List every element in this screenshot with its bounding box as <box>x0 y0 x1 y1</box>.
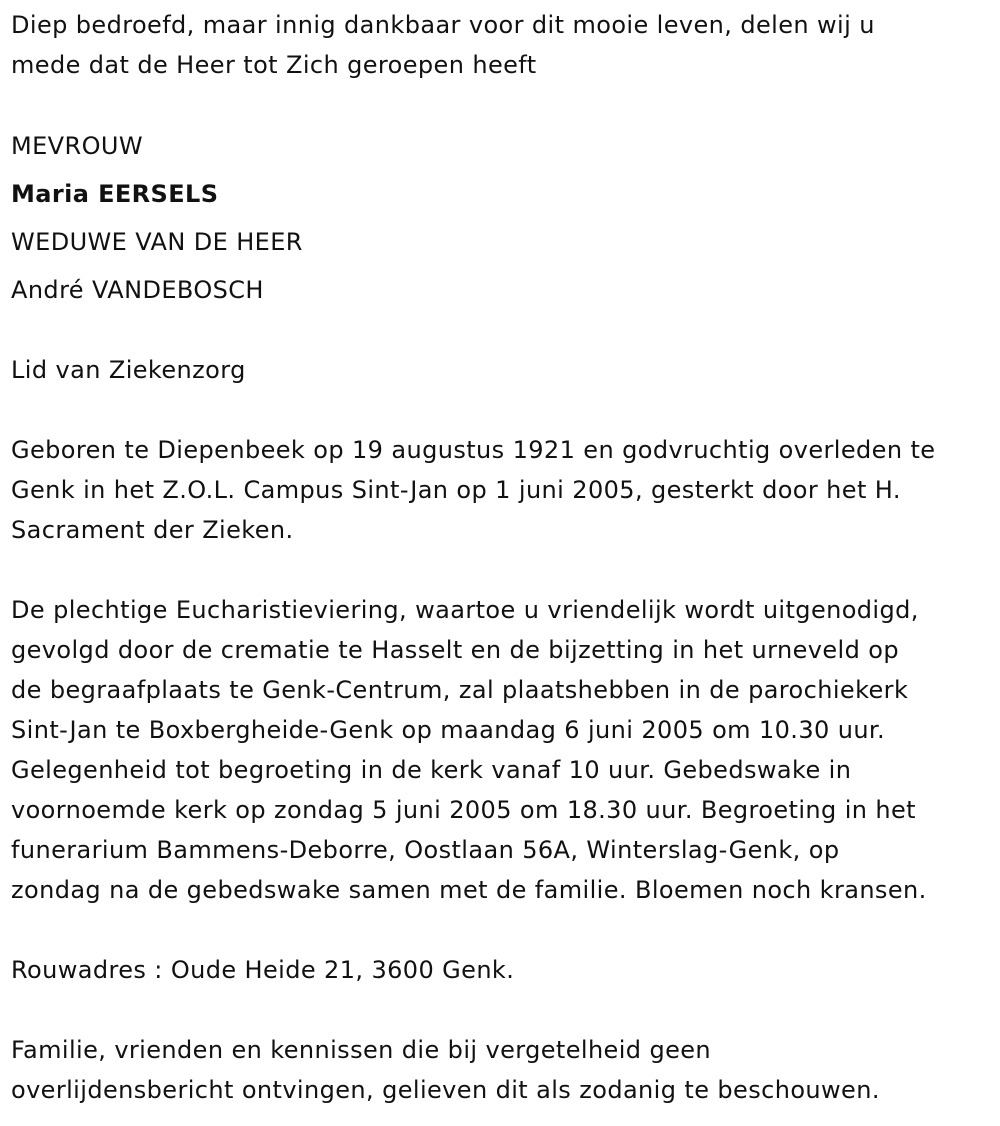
intro-line-1: Diep bedroefd, maar innig dankbaar voor dit mooie leven, delen wij u <box>11 11 875 39</box>
address-line: Rouwadres : Oude Heide 21, 3600 Genk. <box>11 956 515 984</box>
deceased-block <box>11 126 303 318</box>
ceremony-line-6: voornoemde kerk op zondag 5 juni 2005 om 18.30 uur. Begroeting in het <box>11 796 916 824</box>
closing-line-2: overlijdensbericht ontvingen, gelieven dit als zodanig te beschouwen. <box>11 1076 880 1104</box>
ceremony-line-7: funerarium Bammens-Deborre, Oostlaan 56A, Winterslag-Genk, op <box>11 836 840 864</box>
intro-line-2: mede dat de Heer tot Zich geroepen heeft <box>11 51 537 79</box>
ceremony-line-3: de begraafplaats te Genk-Centrum, zal plaatshebben in de parochiekerk <box>11 676 909 704</box>
membership-line: Lid van Ziekenzorg <box>11 356 246 384</box>
birth-death-line-1: Geboren te Diepenbeek op 19 augustus 1921 en godvruchtig overleden te <box>11 436 936 464</box>
ceremony-paragraph <box>11 590 927 910</box>
ceremony-line-2: gevolgd door de crematie te Hasselt en de bijzetting in het urneveld op <box>11 636 899 664</box>
deceased-name: Maria EERSELS <box>11 180 219 208</box>
membership-paragraph <box>11 350 246 390</box>
ceremony-line-1: De plechtige Eucharistieviering, waartoe u vriendelijk wordt uitgenodigd, <box>11 596 919 624</box>
ceremony-line-8: zondag na de gebedswake samen met de familie. Bloemen noch kransen. <box>11 876 927 904</box>
birth-death-line-2: Genk in het Z.O.L. Campus Sint-Jan op 1 juni 2005, gesterkt door het H. <box>11 476 901 504</box>
birth-death-line-3: Sacrament der Zieken. <box>11 516 294 544</box>
deceased-title: MEVROUW <box>11 132 143 160</box>
ceremony-line-4: Sint-Jan te Boxbergheide-Genk op maandag 6 juni 2005 om 10.30 uur. <box>11 716 886 744</box>
ceremony-line-5: Gelegenheid tot begroeting in de kerk vanaf 10 uur. Gebedswake in <box>11 756 852 784</box>
widow-of-label: WEDUWE VAN DE HEER <box>11 228 303 256</box>
address-paragraph <box>11 950 514 990</box>
closing-paragraph <box>11 1030 880 1110</box>
spouse-name: André VANDEBOSCH <box>11 276 264 304</box>
intro-paragraph <box>11 5 875 85</box>
birth-death-paragraph <box>11 430 935 550</box>
closing-line-1: Familie, vrienden en kennissen die bij vergetelheid geen <box>11 1036 712 1064</box>
